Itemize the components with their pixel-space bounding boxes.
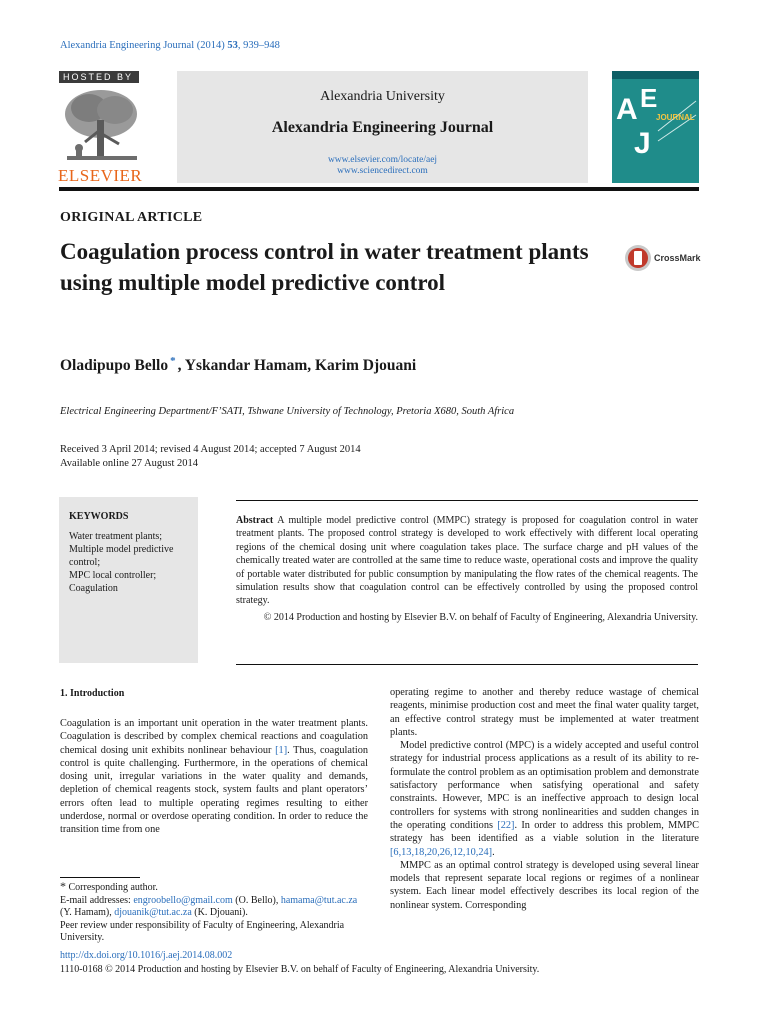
author-list [60,355,416,375]
keyword-item: Coagulation [69,583,118,594]
abstract-bottom-rule [236,664,698,665]
abstract [236,514,698,608]
journal-name: Alexandria Engineering Journal [271,119,494,136]
reference-link[interactable]: [6,13,18,20,26,12,10,24] [390,846,493,858]
university-name: Alexandria University [320,89,445,104]
abstract-label: Abstract [236,515,274,526]
abstract-text: A multiple model predictive control (MMPC) strategy is proposed for coagulation control in water treatment plants. The proposed control strategy is developed to work effectively with different local operating regions of the chemical dosing unit where coagulation takes place. The surface charge and pH values of the chemically treated water are controlled at the same time to reduce waste, operational costs and improve the quality of portable water distributed for public consumption by manipulating the flow rates of the chemical reagents. The simulation results show that coagulation control can be effectively controlled by using the proposed control strategy. [236,515,698,607]
paragraph-text: . In order to address this problem, MMPC strategy has been identified as a viable solution in the literature [390,819,699,845]
abstract-copyright: © 2014 Production and hosting by Elsevier B.V. on behalf of Faculty of Engineering, Alexandria University. [263,612,698,623]
crossmark-label[interactable]: CrossMark [654,253,701,263]
paragraph [390,739,699,859]
hosted-by-label: HOSTED BY [59,71,139,83]
cover-journal-word: JOURNAL [656,113,695,122]
elsevier-wordmark: ELSEVIER [58,166,143,185]
affiliation: Electrical Engineering Department/F’SATI, Tshwane University of Technology, Pretoria X680, South Africa [60,406,515,417]
corresponding-author-mark[interactable]: * [170,355,176,367]
corresponding-author-label: Corresponding author. [68,882,158,893]
issn-copyright: 1110-0168 © 2014 Production and hosting by Elsevier B.V. on behalf of Faculty of Engineering, Alexandria University. [60,964,540,975]
email-owner: (O. Bello), [232,894,281,906]
paragraph-text: Coagulation is an important unit operation in the water treatment plants. Coagulation is described by complex chemical reactions and coagulation chemical dosing unit exhibits nonlinear behaviour [60,718,368,756]
svg-text:J: J [634,127,651,160]
footnotes [60,880,370,945]
reference-link[interactable]: [22] [497,819,515,831]
keywords-heading: KEYWORDS [69,511,129,522]
abstract-top-rule [236,500,698,501]
paragraph-text: . [492,846,495,858]
body-column-right [390,686,699,912]
email-link[interactable]: djouanik@tut.ac.za [114,907,192,919]
journal-citation[interactable] [60,40,280,51]
corresponding-author-note [60,880,370,895]
email-link[interactable]: engroobello@gmail.com [133,894,233,906]
email-addresses [60,895,370,920]
journal-url-link[interactable]: www.elsevier.com/locate/aej [327,155,438,165]
paragraph: operating regime to another and thereby reduce wastage of chemical reagents, minimise production cost and meet the final water quality target, an effective control strategy must be implemented at water treatment plants. [390,687,699,738]
email-prefix: E-mail addresses: [60,894,134,906]
keyword-item: Water treatment plants; [69,531,163,542]
elsevier-tree-logo [59,86,143,166]
reference-link[interactable]: [1] [275,744,288,756]
keywords-list [69,530,194,595]
citation-pages: , 939–948 [237,40,280,51]
citation-journal: Alexandria Engineering Journal (2014) [60,40,228,51]
header-rule [59,187,699,191]
email-owner: (Y. Hamam), [60,907,115,919]
doi-link[interactable]: http://dx.doi.org/10.1016/j.aej.2014.08.002 [60,950,233,961]
author-first: Oladipupo Bello [60,357,169,375]
footnote-mark: * [60,879,66,893]
keyword-item: Multiple model predictive control; [69,544,174,568]
svg-text:E: E [640,83,658,113]
keyword-item: MPC local controller; [69,570,157,581]
article-title: Coagulation process control in water treatment plants using multiple model predictive control [60,239,589,295]
email-link[interactable]: hamama@tut.ac.za [280,894,358,906]
journal-cover-image [612,71,699,183]
article-type: ORIGINAL ARTICLE [60,210,203,225]
section-heading-introduction: 1. Introduction [60,688,125,699]
email-owner: (K. Djouani). [191,907,248,919]
footnote-rule [60,877,140,878]
available-online-date: Available online 27 August 2014 [60,458,199,469]
received-dates: Received 3 April 2014; revised 4 August 2014; accepted 7 August 2014 [60,444,361,455]
author-rest: , Yskandar Hamam, Karim Djouani [177,357,417,375]
citation-volume: 53 [227,40,238,51]
article-dates [60,443,361,471]
sciencedirect-url-link[interactable]: www.sciencedirect.com [337,166,428,176]
body-column-left [60,717,368,837]
paragraph-text: . Thus, coagulation control is quite challenging. Furthermore, in the operations of chemical dosing unit, irregular variations in the water quality and demands, depletion of chemical reagents stock, system faults and plant operators’ errors often lead to multiple operating regimes resulting to either underdose, normal or overdose operating condition. In order to reduce the transition time from one [60,744,369,836]
journal-cover-art [612,71,699,183]
peer-review-note: Peer review under responsibility of Faculty of Engineering, Alexandria University. [60,919,345,944]
paragraph-text: Model predictive control (MPC) is a widely accepted and useful control strategy for industrial process applications as a result of its ability to re-formulate the control problem as an optimisation problem and demonstrate satisfactory performance when satisfying operational and safety constraints. However, MPC is an ineffective approach to design local controllers for systems with strong nonlinearities and sudden changes in the operating conditions [390,740,699,831]
svg-text:A: A [616,93,638,126]
paragraph: MMPC as an optimal control strategy is developed using several linear models that represent separate local regions or regimes of a nonlinear system. Each linear model effectively describes its local region of the nonlinear system. Corresponding [390,859,699,911]
